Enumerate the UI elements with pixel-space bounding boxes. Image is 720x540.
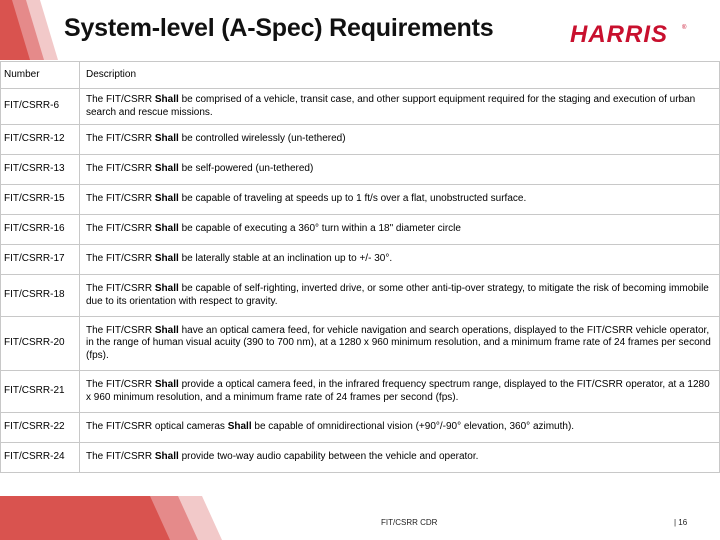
table-row <box>1 245 720 275</box>
column-header-description: Description <box>79 62 719 89</box>
footer-stripe-graphic <box>0 496 720 540</box>
table-row <box>1 413 720 443</box>
table-row <box>1 155 720 185</box>
requirement-description: The FIT/CSRR optical cameras Shall be capable of omnidirectional vision (+90°/-90° elevation, 360° azimuth). <box>79 413 719 443</box>
harris-logo <box>566 20 690 50</box>
page-title: System-level (A-Spec) Requirements <box>64 14 494 42</box>
requirement-description: The FIT/CSRR Shall provide two-way audio capability between the vehicle and operator. <box>79 443 719 473</box>
requirement-number: FIT/CSRR-20 <box>1 317 80 371</box>
table-row <box>1 89 720 125</box>
table-row <box>1 371 720 413</box>
table-row <box>1 317 720 371</box>
requirement-description: The FIT/CSRR Shall be controlled wirelessly (un-tethered) <box>79 125 719 155</box>
table-row <box>1 185 720 215</box>
svg-text:®: ® <box>682 25 687 31</box>
requirement-description: The FIT/CSRR Shall provide a optical camera feed, in the infrared frequency spectrum range, displayed to the FIT/CSRR operator, at a 1280 x 960 minimum resolution, and a minimum frame rate of 24 frames per second (fps). <box>79 371 719 413</box>
requirement-number: FIT/CSRR-16 <box>1 215 80 245</box>
requirement-number: FIT/CSRR-15 <box>1 185 80 215</box>
requirement-description: The FIT/CSRR Shall be comprised of a vehicle, transit case, and other support equipment required for the staging and execution of urban search and rescue missions. <box>79 89 719 125</box>
requirement-description: The FIT/CSRR Shall be capable of traveling at speeds up to 1 ft/s over a flat, unobstructed surface. <box>79 185 719 215</box>
footer-title: FIT/CSRR CDR <box>381 518 438 527</box>
table-row <box>1 125 720 155</box>
requirement-description: The FIT/CSRR Shall be self-powered (un-tethered) <box>79 155 719 185</box>
requirement-number: FIT/CSRR-24 <box>1 443 80 473</box>
page-number: | 16 <box>674 518 688 527</box>
requirement-number: FIT/CSRR-22 <box>1 413 80 443</box>
requirements-table <box>0 61 720 473</box>
table-row <box>1 443 720 473</box>
requirement-number: FIT/CSRR-17 <box>1 245 80 275</box>
requirement-description: The FIT/CSRR Shall have an optical camera feed, for vehicle navigation and search operations, displayed to the FIT/CSRR vehicle operator, in the range of human visual acuity (390 to 700 nm), at a 1280 x 960 minimum resolution, and a minimum frame rate of 24 frames per second (fps). <box>79 317 719 371</box>
requirement-number: FIT/CSRR-6 <box>1 89 80 125</box>
table-row <box>1 275 720 317</box>
harris-logo-text: HARRIS <box>570 21 669 48</box>
table-header-row <box>1 62 720 89</box>
table-row <box>1 215 720 245</box>
requirement-number: FIT/CSRR-12 <box>1 125 80 155</box>
requirement-description: The FIT/CSRR Shall be capable of self-righting, inverted drive, or some other anti-tip-over strategy, to mitigate the risk of becoming immobile due to its orientation with respect to gravity. <box>79 275 719 317</box>
requirement-description: The FIT/CSRR Shall be capable of executing a 360° turn within a 18" diameter circle <box>79 215 719 245</box>
requirement-number: FIT/CSRR-18 <box>1 275 80 317</box>
requirement-number: FIT/CSRR-13 <box>1 155 80 185</box>
requirement-description: The FIT/CSRR Shall be laterally stable at an inclination up to +/- 30°. <box>79 245 719 275</box>
column-header-number: Number <box>1 62 80 89</box>
requirement-number: FIT/CSRR-21 <box>1 371 80 413</box>
